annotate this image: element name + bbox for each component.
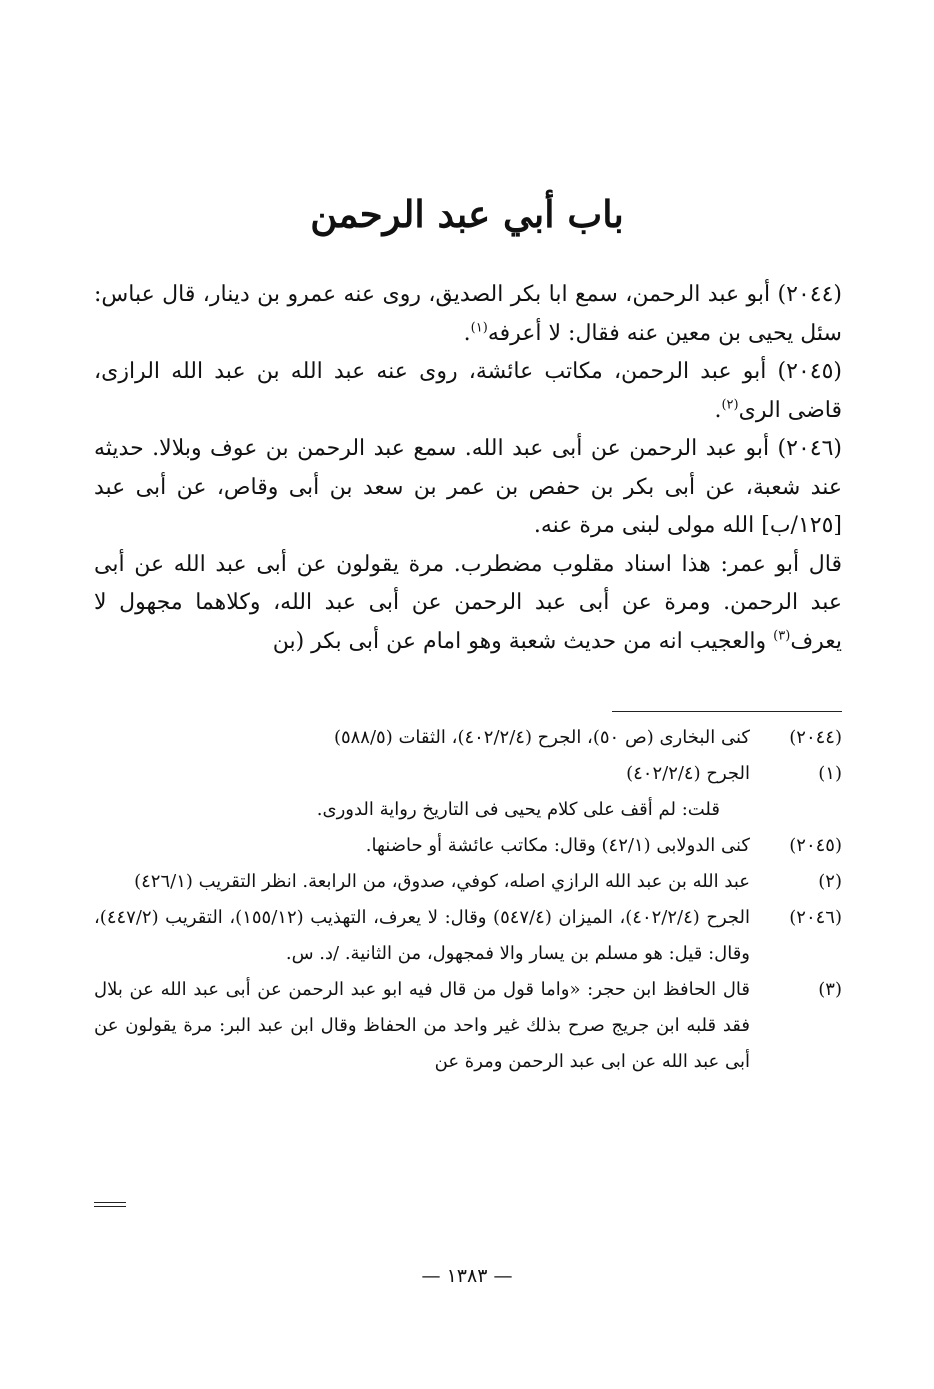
main-text: [94, 276, 842, 661]
footnote-separator: [612, 711, 842, 712]
footnote-2: [94, 864, 842, 900]
entry-number: (٢٠٤٤): [777, 282, 842, 307]
footnote-number: (٢٠٤٦): [789, 907, 842, 928]
editor-comment: [94, 546, 842, 662]
footnotes: [94, 720, 842, 1080]
footnote-text: عبد الله بن عبد الله الرازي اصله، كوفي، صدوق، من الرابعة. انظر التقريب (٤٢٦/١): [134, 871, 750, 892]
entry-2046: [94, 430, 842, 546]
entry-end: .: [463, 320, 471, 346]
continuation-mark: [94, 1202, 126, 1207]
entry-end: .: [714, 397, 722, 423]
footnote-text: كنى الدولابى (٤٢/١) وقال: مكاتب عائشة أو حاضنها.: [365, 835, 750, 856]
footnote-1-comment: [94, 792, 842, 828]
footnote-2045: [94, 828, 842, 864]
footnote-2046: [94, 900, 842, 972]
entry-number: (٢٠٤٦): [777, 436, 842, 461]
footnote-1: [94, 756, 842, 792]
footnote-ref[interactable]: (٣): [773, 628, 791, 644]
page-number: — ١٣٨٣ —: [421, 1265, 513, 1287]
footnote-ref[interactable]: (١): [470, 320, 488, 336]
footnote-3: [94, 972, 842, 1080]
footnote-number: (٢٠٤٤): [789, 727, 842, 748]
entry-2044: [94, 276, 842, 353]
entry-text: أبو عبد الرحمن، سمع ابا بكر الصديق، روى عنه عمرو بن دينار، قال عباس: سئل يحيى بن معين عنه فقال: لا أعرفه: [94, 282, 842, 346]
entry-text: أبو عبد الرحمن، مكاتب عائشة، روى عنه عبد الله بن عبد الله الرازى، قاضى الرى: [94, 359, 842, 423]
footnote-text: الجرح (٤٠٢/٢/٤): [626, 763, 750, 784]
footnote-number: (٣): [818, 979, 842, 1000]
chapter-title: باب أبي عبد الرحمن: [310, 192, 624, 236]
entry-number: (٢٠٤٥): [777, 359, 842, 384]
footnote-text: قال الحافظ ابن حجر: «واما قول من قال فيه ابو عبد الرحمن عن أبى عبد الله عن بلال فقد قلبه ابن جريج صرح بذلك غير واحد من الحفاظ وقال ابن عبد البر: مرة يقولون عن أبى عبد الله عن ابى عبد الرحمن ومرة عن: [94, 979, 750, 1072]
footnote-text: الجرح (٤٠٢/٢/٤)، الميزان (٥٤٧/٤) وقال: لا يعرف، التهذيب (١٥٥/١٢)، التقريب (٤٤٧/٢)، وقال: قيل: هو مسلم بن يسار والا فمجهول، من الثانية. /د. س.: [94, 907, 750, 964]
comment-text: قال أبو عمر: هذا اسناد مقلوب مضطرب. مرة يقولون عن أبى عبد الله عن أبى عبد الرحمن. ومرة عن أبى عبد الرحمن عن أبى عبد الله، وكلاهما مجهول لا يعرف: [94, 551, 842, 654]
comment-text-continued: والعجيب انه من حديث شعبة وهو امام عن أبى بكر (بن: [272, 628, 774, 654]
entry-2045: [94, 353, 842, 430]
footnote-text: قلت: لم أقف على كلام يحيى فى التاريخ رواية الدورى.: [316, 799, 720, 820]
footnote-number: (٢): [818, 871, 842, 892]
entry-text: أبو عبد الرحمن عن أبى عبد الله. سمع عبد الرحمن بن عوف وبلالا. حديثه عند شعبة، عن أبى بكر بن حفص بن عمر بن سعد بن أبى وقاص، عن أبى عبد [١٢٥/ب] الله مولى لبنى مرة عنه.: [94, 436, 842, 538]
footnote-ref[interactable]: (٢): [721, 397, 739, 413]
footnote-2044: [94, 720, 842, 756]
footnote-number: (٢٠٤٥): [789, 835, 842, 856]
footnote-number: (١): [818, 763, 842, 784]
footnote-text: كنى البخارى (ص ٥٠)، الجرح (٤٠٢/٢/٤)، الثقات (٥٨٨/٥): [333, 727, 750, 748]
